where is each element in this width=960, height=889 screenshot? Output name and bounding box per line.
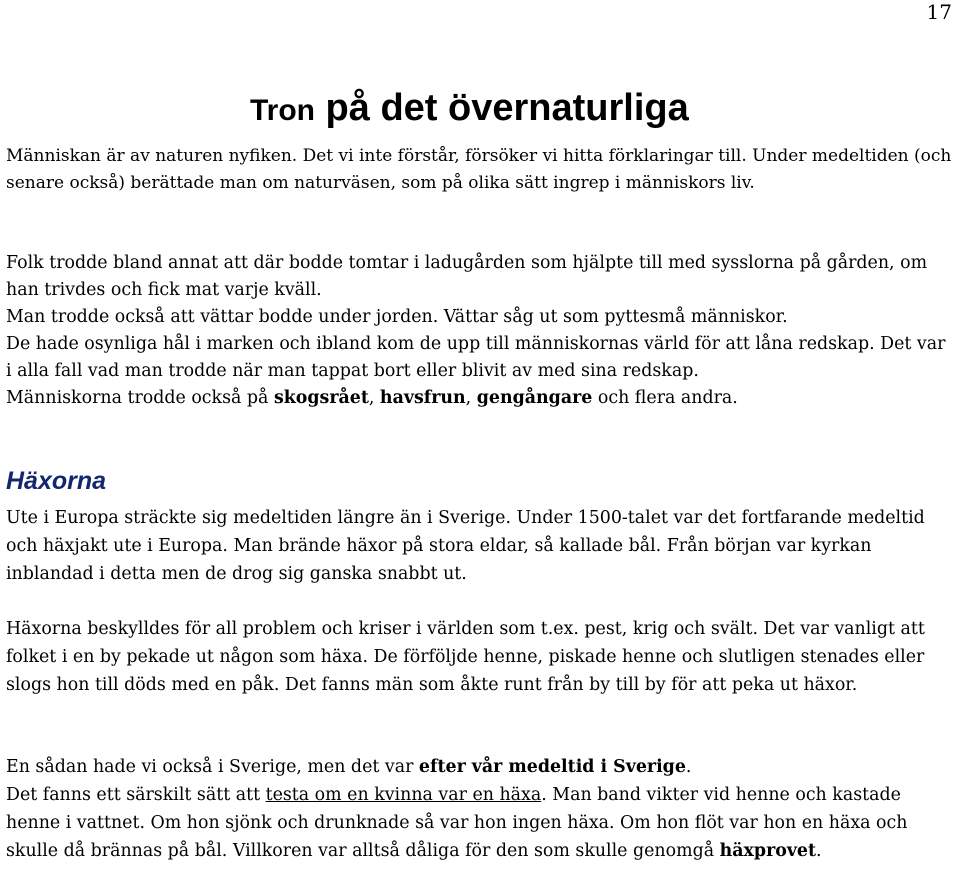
haxjakt-section	[6, 615, 956, 699]
tomtar-paragraph: Folk trodde bland annat att där bodde tomtar i ladugården som hjälpte till med sysslorna på gården, om han trivdes och fick mat varje kväll.	[6, 253, 928, 300]
naturvasen-suffix: och flera andra.	[592, 388, 738, 408]
page-title	[250, 84, 689, 135]
sverige-section	[6, 753, 956, 865]
intro-paragraph: Människan är av naturen nyfiken. Det vi inte förstår, försöker vi hitta förklaringar till. Under medeltiden (och senare också) berättade man om naturväsen, som på olika sätt ingrep i människors liv.	[6, 146, 952, 193]
sverige-prefix: En sådan hade vi också i Sverige, men det var	[6, 757, 419, 777]
europa-paragraph: Ute i Europa sträckte sig medeltiden längre än i Sverige. Under 1500-talet var det fortfarande medeltid och häxjakt ute i Europa. Man brände häxor på stora eldar, så kallade bål. Från början var kyrkan inblandad i detta men de drog sig ganska snabbt ut.	[6, 508, 925, 584]
haxprovet-term: häxprovet	[719, 841, 817, 861]
page-title-part1: Tron	[250, 94, 315, 127]
page-number: 17	[926, 0, 952, 24]
haxprov-text: . Man band vikter vid henne och kastade henne i vattnet. Om hon sjönk och drunknade så var hon ingen häxa. Om hon flöt var hon en häxa och skulle då brännas på bål. Villkoren var alltså dåliga för den som skulle genomgå	[6, 785, 908, 861]
havsfrun-term: havsfrun	[379, 388, 466, 408]
sverige-emphasis: efter vår medeltid i Sverige	[418, 757, 686, 777]
naturvasen-paragraph	[6, 385, 956, 412]
sverige-suffix: .	[685, 757, 692, 777]
haxprov-paragraph	[6, 781, 956, 865]
folk-section	[6, 250, 956, 412]
haxprov-suffix: .	[816, 841, 822, 861]
skogsraet-term: skogsrået	[273, 388, 369, 408]
separator: ,	[368, 388, 380, 408]
hal-paragraph: De hade osynliga hål i marken och ibland kom de upp till människornas värld för att låna redskap. Det var i alla fall vad man trodde när man tappat bort eller blivit av med sina redskap.	[6, 334, 946, 381]
gengangare-term: gengångare	[476, 388, 593, 408]
page-title-part2: på det övernaturliga	[315, 87, 689, 129]
haxprov-prefix: Det fanns ett särskilt sätt att	[6, 785, 266, 805]
haxjakt-paragraph: Häxorna beskylldes för all problem och kriser i världen som t.ex. pest, krig och svält. Det var vanligt att folket i en by pekade ut någon som häxa. De förföljde henne, piskade henne och slutligen stenades eller slogs hon till döds med en påk. Det fanns män som åkte runt från by till by för att peka ut häxor.	[6, 619, 925, 695]
naturvasen-prefix: Människorna trodde också på	[6, 388, 274, 408]
europa-section	[6, 504, 956, 588]
vattar-paragraph: Man trodde också att vättar bodde under jorden. Vättar såg ut som pyttesmå människor.	[6, 307, 788, 327]
sverige-line	[6, 753, 956, 781]
haxorna-heading: Häxorna	[6, 467, 107, 495]
separator: ,	[465, 388, 477, 408]
haxprov-underlined: testa om en kvinna var en häxa	[265, 785, 542, 805]
